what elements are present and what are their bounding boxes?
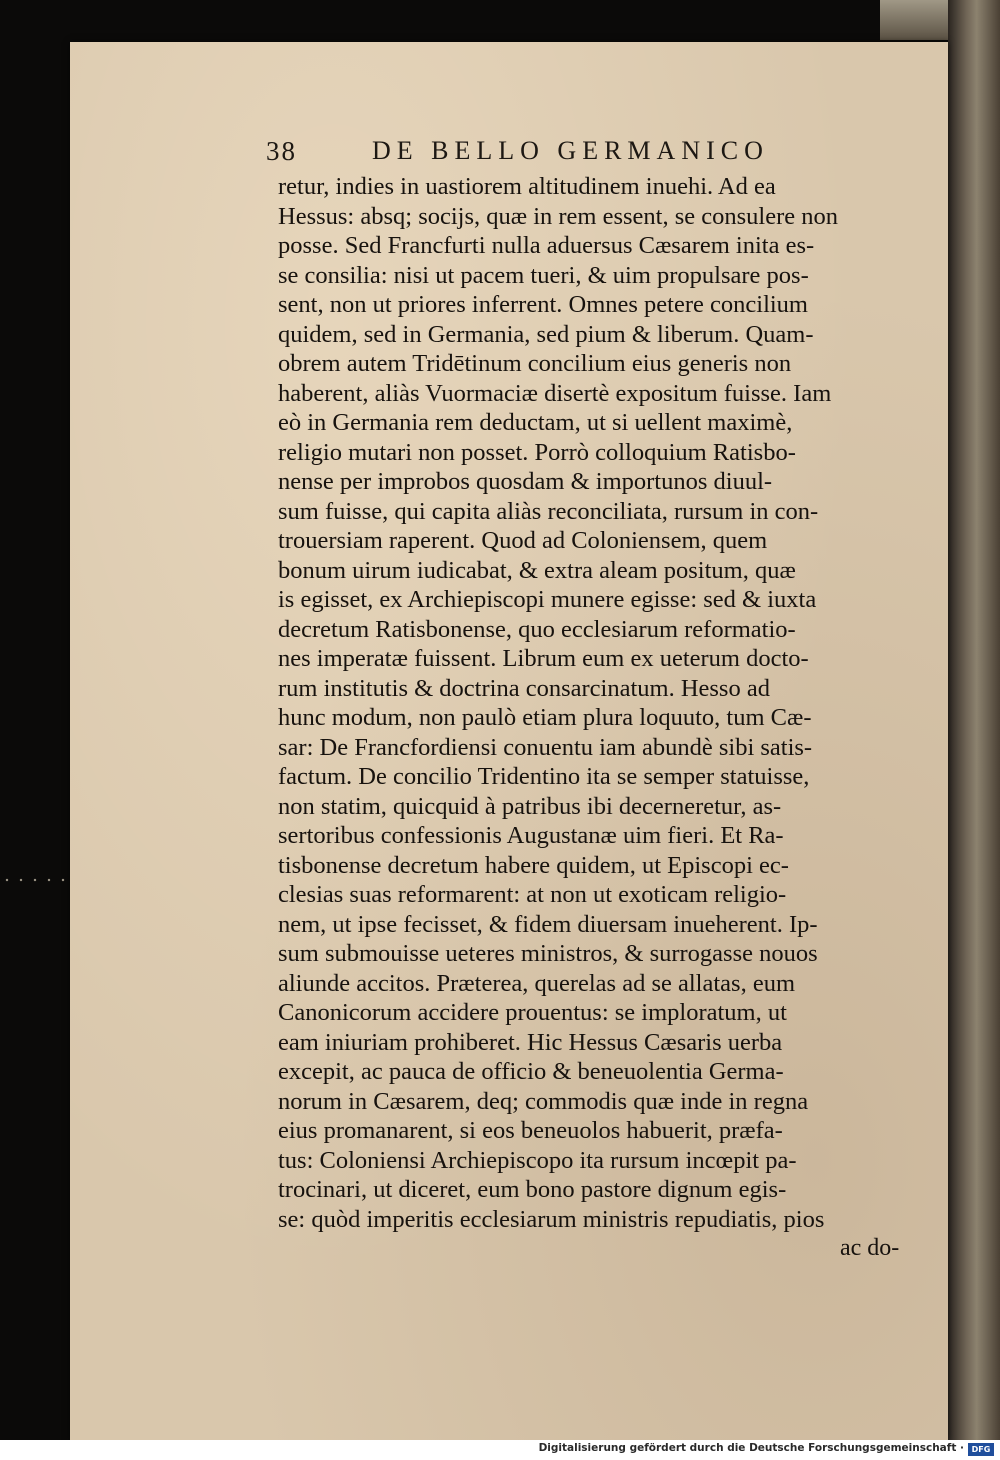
text-line: nem, ut ipse fecisset, & fidem diuersam inueherent. Ip- [278,910,818,938]
text-line: posse. Sed Francfurti nulla aduersus Cæsarem inita es- [278,232,815,259]
text-line: eius promanarent, si eos beneuolos habuerit, præfa- [278,1117,783,1144]
text-line: trocinari, ut diceret, eum bono pastore dignum egis- [278,1176,787,1203]
text-line: bonum uirum iudicabat, & extra aleam positum, quæ [278,556,796,584]
scan-noise [0,878,70,882]
text-line: Canonicorum accidere prouentus: se imploratum, ut [278,999,787,1026]
text-line: tisbonense decretum habere quidem, ut Episcopi ec- [278,851,789,879]
funding-credit: Digitalisierung gefördert durch die Deutsche Forschungsgemeinschaft · [538,1442,964,1454]
text-line: decretum Ratisbonense, quo ecclesiarum reformatio- [278,615,796,643]
text-line: se: quòd imperitis ecclesiarum ministris repudiatis, pios [278,1205,825,1233]
text-line: eam iniuriam prohiberet. Hic Hessus Cæsaris uerba [278,1028,783,1056]
text-line: hunc modum, non paulò etiam plura loquuto, tum Cæ- [278,704,812,731]
body-text [278,172,910,1234]
text-line: sent, non ut priores inferrent. Omnes petere concilium [278,291,808,318]
footer-bar [0,1440,1000,1460]
text-line: aliunde accitos. Præterea, querelas ad se allatas, eum [278,969,796,997]
text-line: rum institutis & doctrina consarcinatum. Hesso ad [278,674,770,702]
text-line: se consilia: nisi ut pacem tueri, & uim propulsare pos- [278,261,809,289]
text-line: nense per improbos quosdam & importunos diuul- [278,468,773,495]
text-line: trouersiam raperent. Quod ad Coloniensem, quem [278,527,768,554]
text-line: excepit, ac pauca de officio & beneuolentia Germa- [278,1058,784,1085]
text-line: factum. De concilio Tridentino ita se semper statuisse, [278,763,810,790]
text-line: obrem autem Tridētinum concilium eius generis non [278,350,792,377]
text-line: sum submouisse ueteres ministros, & surrogasse nouos [278,940,818,967]
text-line: sertoribus confessionis Augustanæ uim fieri. Et Ra- [278,822,784,849]
text-line: religio mutari non posset. Porrò colloquium Ratisbo- [278,438,796,466]
text-line: Hessus: absq; socijs, quæ in rem essent, se consulere non [278,202,839,230]
text-line: quidem, sed in Germania, sed pium & liberum. Quam- [278,320,814,348]
text-line: tus: Coloniensi Archiepiscopo ita rursum incœpit pa- [278,1146,797,1174]
text-line: non statim, quicquid à patribus ibi decerneretur, as- [278,792,782,820]
text-line: retur, indies in uastiorem altitudinem inuehi. Ad ea [278,173,776,200]
text-line: clesias suas reformarent: at non ut exoticam religio- [278,881,787,908]
text-line: eò in Germania rem deductam, ut si uellent maximè, [278,409,793,436]
text-line: norum in Cæsarem, deq; commodis quæ inde in regna [278,1087,809,1115]
catchword: ac do- [840,1235,900,1261]
text-line: sar: De Francfordiensi conuentu iam abundè sibi satis- [278,733,813,761]
text-line: sum fuisse, qui capita aliàs reconciliata, rursum in con- [278,497,819,525]
text-line: is egisset, ex Archiepiscopi munere egisse: sed & iuxta [278,586,817,613]
text-line: haberent, aliàs Vuormaciæ disertè expositum fuisse. Iam [278,379,832,407]
page-number: 38 [266,136,297,166]
dfg-logo: DFG [968,1443,994,1456]
text-line: nes imperatæ fuissent. Librum eum ex ueterum docto- [278,645,809,672]
running-head: DE BELLO GERMANICO [372,136,769,165]
book-edge [948,0,1000,1440]
